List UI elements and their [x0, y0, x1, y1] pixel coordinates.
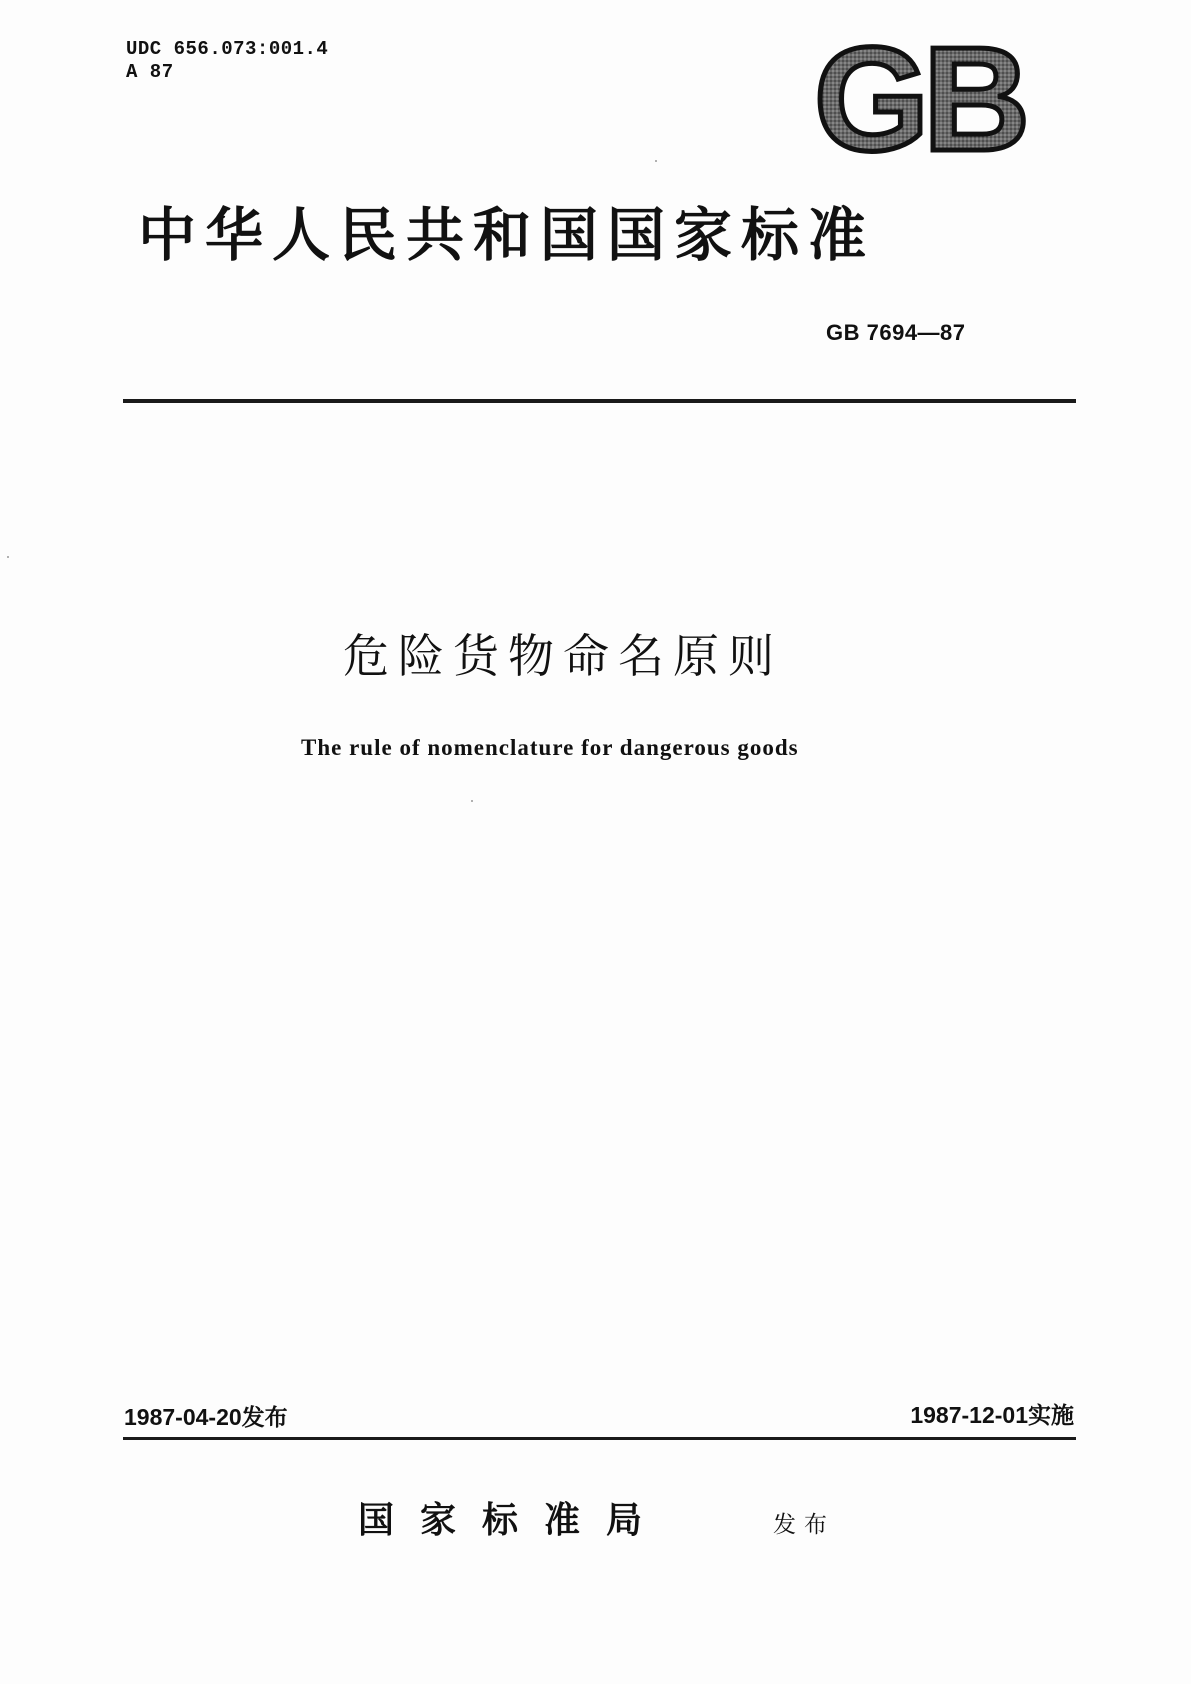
gb-logo — [808, 38, 1040, 164]
udc-code: UDC 656.073:001.4 — [126, 38, 329, 60]
issue-date: 1987-04-20发布 — [124, 1404, 288, 1430]
publisher-suffix: 发布 — [773, 1512, 835, 1538]
scan-speck — [7, 556, 9, 558]
national-standard-heading: 中华人民共和国国家标准 — [138, 201, 876, 269]
category-code: A 87 — [126, 61, 174, 83]
standard-number: GB 7694—87 — [826, 320, 966, 345]
document-title-cn: 危险货物命名原则 — [343, 629, 783, 683]
publisher-name: 国家标准局 — [358, 1500, 669, 1541]
gb-logo-text: GB — [814, 38, 1024, 164]
document-title-en: The rule of nomenclature for dangerous goods — [301, 735, 799, 760]
footer-divider — [123, 1437, 1076, 1440]
header-divider — [123, 399, 1076, 403]
implementation-date: 1987-12-01实施 — [910, 1402, 1074, 1428]
scan-speck — [655, 160, 657, 162]
scan-speck — [471, 800, 473, 802]
classification-block — [126, 38, 328, 84]
